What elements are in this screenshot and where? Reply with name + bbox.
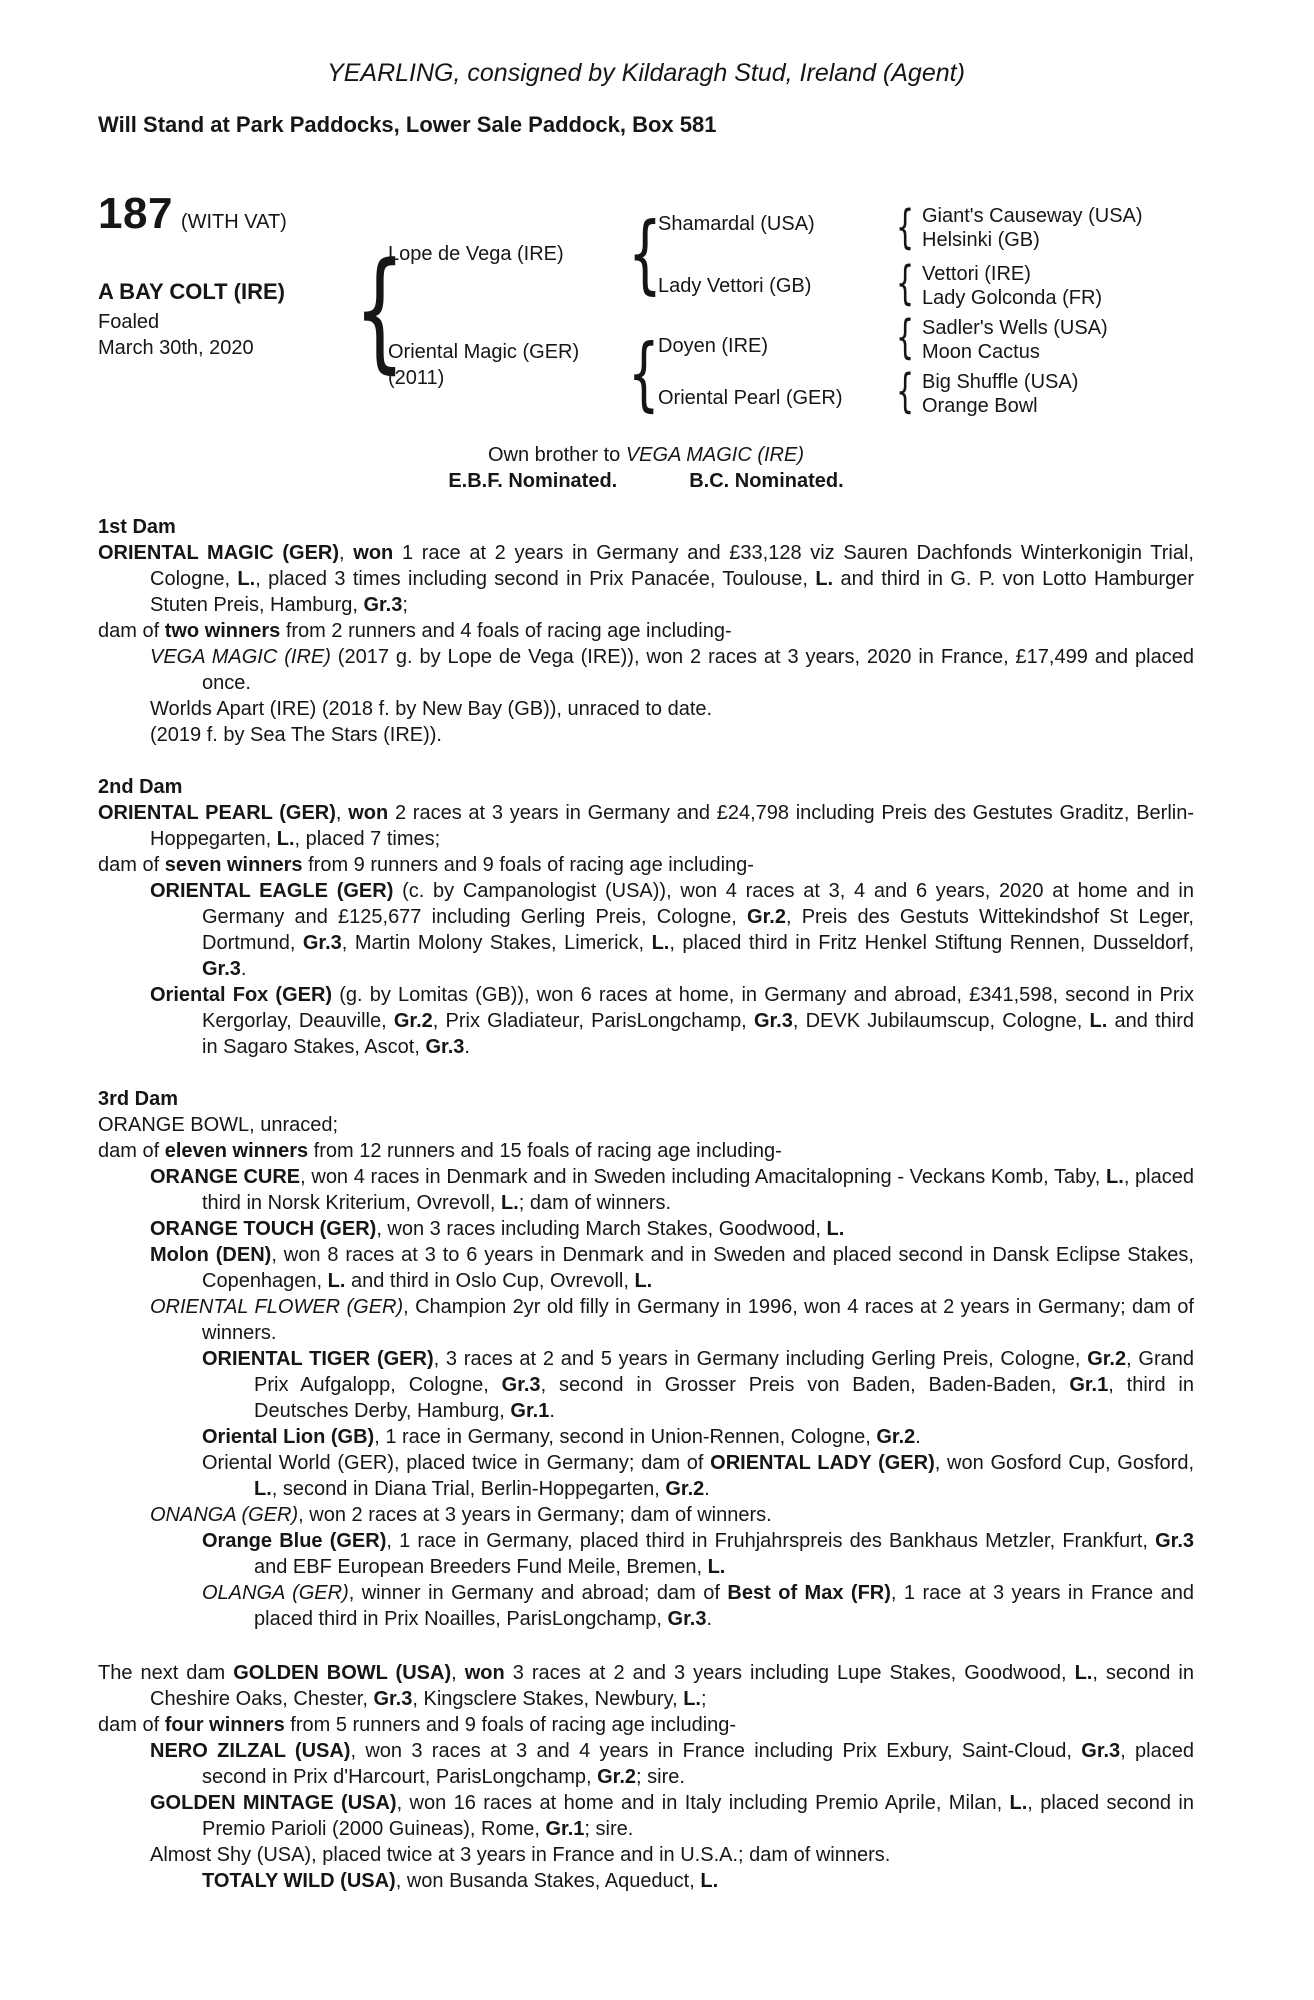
pedigree-dam-sire: Doyen (IRE) bbox=[658, 335, 769, 357]
stand-location-line: Will Stand at Park Paddocks, Lower Sale Paddock, Box 581 bbox=[98, 112, 717, 137]
pedigree-gen3-8: Orange Bowl bbox=[922, 395, 1038, 417]
offspring-olanga: OLANGA (GER), winner in Germany and abroad; dam of Best of Max (FR), 1 race at 3 years in France and placed third in Prix Noailles, ParisLongchamp, Gr.3. bbox=[202, 1582, 1194, 1630]
offspring-2019-filly: (2019 f. by Sea The Stars (IRE)). bbox=[150, 724, 442, 746]
offspring-golden-mintage: GOLDEN MINTAGE (USA), won 16 races at home and in Italy including Premio Aprile, Milan, L., placed second in Premio Parioli (2000 Guineas), Rome, Gr.1; sire. bbox=[150, 1792, 1194, 1840]
foaled-label: Foaled bbox=[98, 311, 160, 333]
brace-icon bbox=[896, 364, 914, 418]
nominations-line bbox=[98, 468, 1194, 494]
pedigree-sire: Lope de Vega (IRE) bbox=[388, 243, 564, 265]
pedigree-dam-year: (2011) bbox=[388, 367, 445, 389]
dam1-produce-intro: dam of two winners from 2 runners and 4 foals of racing age including- bbox=[98, 620, 732, 642]
foaled-date: March 30th, 2020 bbox=[98, 337, 254, 359]
next-dam-produce-intro: dam of four winners from 5 runners and 9 foals of racing age including- bbox=[98, 1714, 737, 1736]
offspring-orange-touch: ORANGE TOUCH (GER), won 3 races including March Stakes, Goodwood, L. bbox=[150, 1218, 845, 1240]
pedigree-dam: Oriental Magic (GER) bbox=[388, 341, 580, 363]
pedigree-dam-dam: Oriental Pearl (GER) bbox=[658, 387, 843, 409]
dam3-heading: 3rd Dam bbox=[98, 1088, 179, 1110]
offspring-nero-zilzal: NERO ZILZAL (USA), won 3 races at 3 and 4 years in France including Prix Exbury, Saint-Cloud, Gr.3, placed second in Prix d'Harcourt, ParisLongchamp, Gr.2; sire. bbox=[150, 1740, 1194, 1788]
offspring-orange-cure: ORANGE CURE, won 4 races in Denmark and in Sweden including Amacitalopning - Veckans Komb, Taby, L., placed third in Norsk Kriterium, Ovrevoll, L.; dam of winners. bbox=[150, 1166, 1194, 1214]
pedigree-sire-dam: Lady Vettori (GB) bbox=[658, 275, 812, 297]
offspring-oriental-world: Oriental World (GER), placed twice in Germany; dam of ORIENTAL LADY (GER), won Gosford Cup, Gosford, L., second in Diana Trial, Berlin-Hoppegarten, Gr.2. bbox=[202, 1452, 1194, 1500]
brace-icon bbox=[628, 328, 660, 420]
brace-icon bbox=[628, 204, 662, 304]
dam2-produce-intro: dam of seven winners from 9 runners and 9 foals of racing age including- bbox=[98, 854, 754, 876]
offspring-totaly-wild: TOTALY WILD (USA), won Busanda Stakes, Aqueduct, L. bbox=[202, 1870, 719, 1892]
offspring-molon: Molon (DEN), won 8 races at 3 to 6 years in Denmark and in Sweden and placed second in Dansk Eclipse Stakes, Copenhagen, L. and third in Oslo Cup, Ovrevoll, L. bbox=[150, 1244, 1194, 1292]
offspring-orange-blue: Orange Blue (GER), 1 race in Germany, placed third in Fruhjahrspreis des Bankhaus Metzler, Frankfurt, Gr.3 and EBF European Breeders Fund Meile, Bremen, L. bbox=[202, 1530, 1195, 1578]
next-dam-intro: The next dam GOLDEN BOWL (USA), won 3 races at 2 and 3 years including Lupe Stakes, Goodwood, L., second in Cheshire Oaks, Chester, Gr.3, Kingsclere Stakes, Newbury, L.; bbox=[98, 1662, 1194, 1710]
offspring-oriental-flower: ORIENTAL FLOWER (GER), Champion 2yr old filly in Germany in 1996, won 4 races at 2 years in Germany; dam of winners. bbox=[150, 1296, 1194, 1344]
pedigree-tree bbox=[98, 189, 1194, 428]
dam1-intro: ORIENTAL MAGIC (GER), won 1 race at 2 years in Germany and £33,128 viz Sauren Dachfonds Winterkonigin Trial, Cologne, L., placed 3 times including second in Prix Panacée, Toulouse, L. and third in G. P. von Lotto Hamburger Stuten Preis, Hamburg, Gr.3; bbox=[98, 542, 1194, 616]
vat-note: (WITH VAT) bbox=[180, 211, 287, 233]
offspring-worlds-apart: Worlds Apart (IRE) (2018 f. by New Bay (GB)), unraced to date. bbox=[150, 698, 713, 720]
dam3-intro: ORANGE BOWL, unraced; bbox=[98, 1114, 339, 1136]
offspring-oriental-fox: Oriental Fox (GER) (g. by Lomitas (GB)), won 6 races at home, in Germany and abroad, £341,598, second in Prix Kergorlay, Deauville, Gr.2, Prix Gladiateur, ParisLongchamp, Gr.3, DEVK Jubilaumscup, Cologne, L. and third in Sagaro Stakes, Ascot, Gr.3. bbox=[150, 984, 1194, 1058]
lot-number: 187 bbox=[98, 189, 173, 238]
pedigree-gen3-1: Giant's Causeway (USA) bbox=[922, 205, 1143, 227]
bc-nomination: B.C. Nominated. bbox=[689, 470, 844, 492]
own-brother-name: VEGA MAGIC (IRE) bbox=[625, 444, 804, 466]
pedigree-sire-sire: Shamardal (USA) bbox=[658, 213, 815, 235]
offspring-onanga: ONANGA (GER), won 2 races at 3 years in Germany; dam of winners. bbox=[150, 1504, 772, 1526]
offspring-vega-magic: VEGA MAGIC (IRE) (2017 g. by Lope de Vega (IRE)), won 2 races at 3 years, 2020 in France, £17,499 and placed once. bbox=[150, 646, 1194, 694]
ebf-nomination: E.B.F. Nominated. bbox=[448, 470, 618, 492]
page-title: YEARLING, consigned by Kildaragh Stud, Ireland (Agent) bbox=[327, 59, 965, 87]
offspring-oriental-eagle: ORIENTAL EAGLE (GER) (c. by Campanologist (USA)), won 4 races at 3, 4 and 6 years, 2020 at home and in Germany and £125,677 including Gerling Preis, Cologne, Gr.2, Preis des Gestuts Wittekindshof St Leger, Dortmund, Gr.3, Martin Molony Stakes, Limerick, L., placed third in Fritz Henkel Stiftung Rennen, Dusseldorf, Gr.3. bbox=[150, 880, 1194, 980]
brace-icon bbox=[896, 310, 914, 364]
dam3-produce-intro: dam of eleven winners from 12 runners and 15 foals of racing age including- bbox=[98, 1140, 782, 1162]
colt-description: A BAY COLT (IRE) bbox=[98, 279, 286, 304]
pedigree-gen3-7: Big Shuffle (USA) bbox=[922, 371, 1079, 393]
pedigree-gen3-2: Helsinki (GB) bbox=[922, 229, 1040, 251]
dam2-heading: 2nd Dam bbox=[98, 776, 183, 798]
brace-icon bbox=[896, 256, 914, 310]
pedigree-gen3-4: Lady Golconda (FR) bbox=[922, 287, 1103, 309]
offspring-almost-shy: Almost Shy (USA), placed twice at 3 years in France and in U.S.A.; dam of winners. bbox=[150, 1844, 891, 1866]
pedigree-gen3-3: Vettori (IRE) bbox=[922, 263, 1031, 285]
own-brother-prefix: Own brother to bbox=[487, 444, 626, 466]
offspring-oriental-lion: Oriental Lion (GB), 1 race in Germany, second in Union-Rennen, Cologne, Gr.2. bbox=[202, 1426, 921, 1448]
pedigree-gen3-6: Moon Cactus bbox=[922, 341, 1040, 363]
lot-row bbox=[98, 189, 287, 238]
own-brother-note bbox=[98, 442, 1194, 468]
dam2-intro: ORIENTAL PEARL (GER), won 2 races at 3 years in Germany and £24,798 including Preis des Gestutes Graditz, Berlin-Hoppegarten, L., placed 7 times; bbox=[98, 802, 1194, 850]
pedigree-gen3-5: Sadler's Wells (USA) bbox=[922, 317, 1108, 339]
dam1-heading: 1st Dam bbox=[98, 516, 176, 538]
brace-icon bbox=[896, 200, 914, 254]
pedigree-details bbox=[98, 514, 1194, 1894]
offspring-oriental-tiger: ORIENTAL TIGER (GER), 3 races at 2 and 5 years in Germany including Gerling Preis, Cologne, Gr.2, Grand Prix Aufgalopp, Cologne, Gr.3, second in Grosser Preis von Baden, Baden-Baden, Gr.1, third in Deutsches Derby, Hamburg, Gr.1. bbox=[202, 1348, 1194, 1422]
